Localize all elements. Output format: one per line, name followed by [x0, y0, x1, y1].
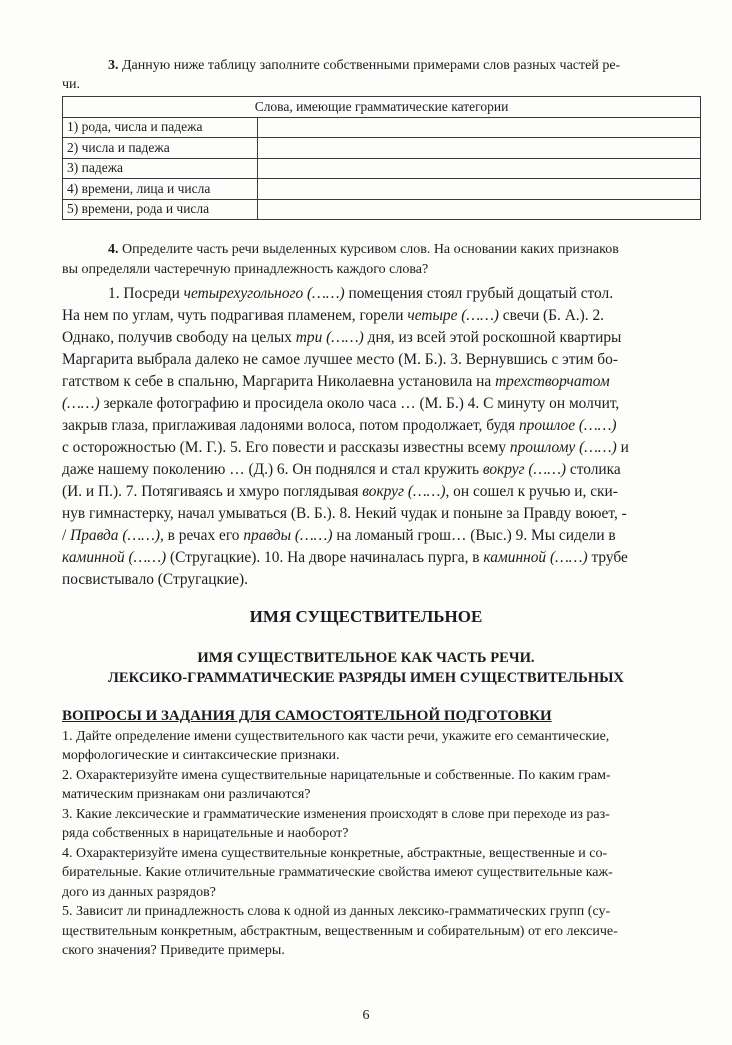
table-row-label: 4) времени, лица и числа — [63, 179, 258, 200]
table-header: Слова, имеющие грамматические категории — [63, 97, 701, 118]
table-row-label: 2) числа и падежа — [63, 138, 258, 159]
table-row — [63, 158, 701, 179]
italic-word: прошлому (……) — [509, 439, 617, 456]
task4-number: 4. — [108, 242, 119, 257]
task3-text: Данную ниже таблицу заполните собственными примерами слов разных частей ре- — [122, 58, 621, 73]
question-line: ряда собственных в нарицательные и наоборот? — [62, 826, 349, 841]
table-answer-cell[interactable] — [258, 158, 701, 179]
passage-text: с осторожностью (М. Г.). 5. Его повести и рассказы известны всему — [62, 439, 510, 456]
table-answer-cell[interactable] — [258, 138, 701, 159]
task3-line2: чи. — [62, 77, 81, 92]
task3-line1 — [108, 58, 620, 74]
passage-line — [62, 483, 618, 501]
passage-text: , он сошел к ручью и, ски- — [445, 483, 618, 500]
questions-heading: ВОПРОСЫ И ЗАДАНИЯ ДЛЯ САМОСТОЯТЕЛЬНОЙ ПОДГОТОВКИ — [62, 708, 552, 724]
passage-text: свечи (Б. А.). 2. — [498, 307, 605, 324]
task4-text: Определите часть речи выделенных курсивом слов. На основании каких признаков — [122, 242, 619, 257]
italic-word: трехстворчатом — [495, 373, 610, 390]
italic-word: вокруг (……) — [362, 483, 446, 500]
italic-word: правды (……) — [243, 527, 333, 544]
passage-text: , в речах его — [159, 527, 244, 544]
page-number: 6 — [362, 1008, 370, 1023]
passage-text: и — [616, 439, 629, 456]
passage-line — [62, 549, 628, 567]
question-line: 3. Какие лексические и грамматические изменения происходят в слове при переходе из раз- — [62, 807, 610, 822]
passage-line — [62, 395, 619, 413]
table-row-label: 1) рода, числа и падежа — [63, 117, 258, 138]
question-line: 1. Дайте определение имени существительного как части речи, укажите его семантические, — [62, 729, 610, 744]
passage-text: Однако, получив свободу на целых — [62, 329, 296, 346]
passage-line — [62, 527, 616, 545]
passage-text: закрыв глаза, приглаживая ладонями волоса, потом продолжает, будя — [62, 417, 519, 434]
passage-text: трубе — [587, 549, 628, 566]
task3-number: 3. — [108, 58, 119, 73]
italic-word: четыре (……) — [407, 307, 499, 324]
passage-text: / — [62, 527, 71, 544]
question-line: 2. Охарактеризуйте имена существительные нарицательные и собственные. По каким грам- — [62, 768, 611, 783]
passage-line — [62, 307, 604, 325]
table-answer-cell[interactable] — [258, 117, 701, 138]
table-row — [63, 117, 701, 138]
passage-line — [62, 329, 621, 347]
table-header-row — [63, 97, 701, 118]
passage-text: на ломаный грош… (Выс.) 9. Мы сидели в — [332, 527, 616, 544]
italic-word: каминной (……) — [62, 549, 167, 566]
italic-word: каминной (……) — [483, 549, 588, 566]
passage-text: дня, из всей этой роскошной квартиры — [363, 329, 622, 346]
passage-line — [62, 373, 610, 391]
question-line: дого из данных разрядов? — [62, 885, 216, 900]
passage-line — [108, 285, 613, 303]
table-row — [63, 138, 701, 159]
passage-text: (И. и П.). 7. Потягиваясь и хмуро поглядывая — [62, 483, 363, 500]
question-line: 5. Зависит ли принадлежность слова к одной из данных лексико-грамматических групп (су- — [62, 904, 611, 919]
question-line: ществительным конкретным, абстрактным, вещественным и собирательным) от его лексиче- — [62, 924, 618, 939]
italic-word: три (……) — [295, 329, 364, 346]
table-row — [63, 199, 701, 220]
passage-text: даже нашему поколению … (Д.) 6. Он поднялся и стал кружить — [62, 461, 483, 478]
question-line: морфологические и синтаксические признаки. — [62, 748, 340, 763]
passage-text: На нем по углам, чуть подрагивая пламенем, горели — [62, 307, 408, 324]
italic-word: прошлое (……) — [518, 417, 617, 434]
passage-text: помещения стоял грубый дощатый стол. — [344, 285, 614, 302]
table-answer-cell[interactable] — [258, 199, 701, 220]
question-line: матическим признакам они различаются? — [62, 787, 311, 802]
question-line: 4. Охарактеризуйте имена существительные конкретные, абстрактные, вещественные и со- — [62, 846, 608, 861]
passage-text: столика — [566, 461, 621, 478]
italic-word: четырехугольного (……) — [183, 285, 345, 302]
passage-line — [62, 417, 617, 435]
grammar-table — [62, 96, 701, 220]
passage-text: зеркале фотографию и просидела около часа … (М. Б.) 4. С минуту он молчит, — [99, 395, 620, 412]
passage-line: нув гимнастерку, начал умываться (В. Б.). 8. Некий чудак и поныне за Правду воюет, - — [62, 505, 627, 522]
passage-line: Маргарита выбрала далеко не самое лучшее место (М. Б.). 3. Вернувшись с этим бо- — [62, 351, 618, 368]
table-answer-cell[interactable] — [258, 179, 701, 200]
subsection-title-line1: ИМЯ СУЩЕСТВИТЕЛЬНОЕ КАК ЧАСТЬ РЕЧИ. — [197, 650, 535, 666]
passage-text: (Стругацкие). 10. На дворе начиналась пурга, в — [166, 549, 484, 566]
question-line: ского значения? Приведите примеры. — [62, 943, 285, 958]
task4-line1 — [108, 242, 619, 258]
passage-line — [62, 439, 629, 457]
passage-line — [62, 461, 621, 479]
italic-word: вокруг (……) — [482, 461, 567, 478]
italic-word: (……) — [62, 395, 100, 412]
passage-text: 1. Посреди — [108, 285, 184, 302]
table-row-label: 5) времени, рода и числа — [63, 199, 258, 220]
passage-text: гатством к себе в спальню, Маргарита Николаевна установила на — [62, 373, 496, 390]
question-line: бирательные. Какие отличительные грамматические свойства имеют существительные каж- — [62, 865, 613, 880]
passage-line: посвистывало (Стругацкие). — [62, 571, 248, 588]
task4-line2: вы определяли частеречную принадлежность каждого слова? — [62, 262, 429, 277]
italic-word: Правда (……) — [70, 527, 160, 544]
section-title: ИМЯ СУЩЕСТВИТЕЛЬНОЕ — [249, 607, 483, 626]
table-row — [63, 179, 701, 200]
subsection-title-line2: ЛЕКСИКО-ГРАММАТИЧЕСКИЕ РАЗРЯДЫ ИМЕН СУЩЕСТВИТЕЛЬНЫХ — [108, 670, 624, 686]
table-row-label: 3) падежа — [63, 158, 258, 179]
